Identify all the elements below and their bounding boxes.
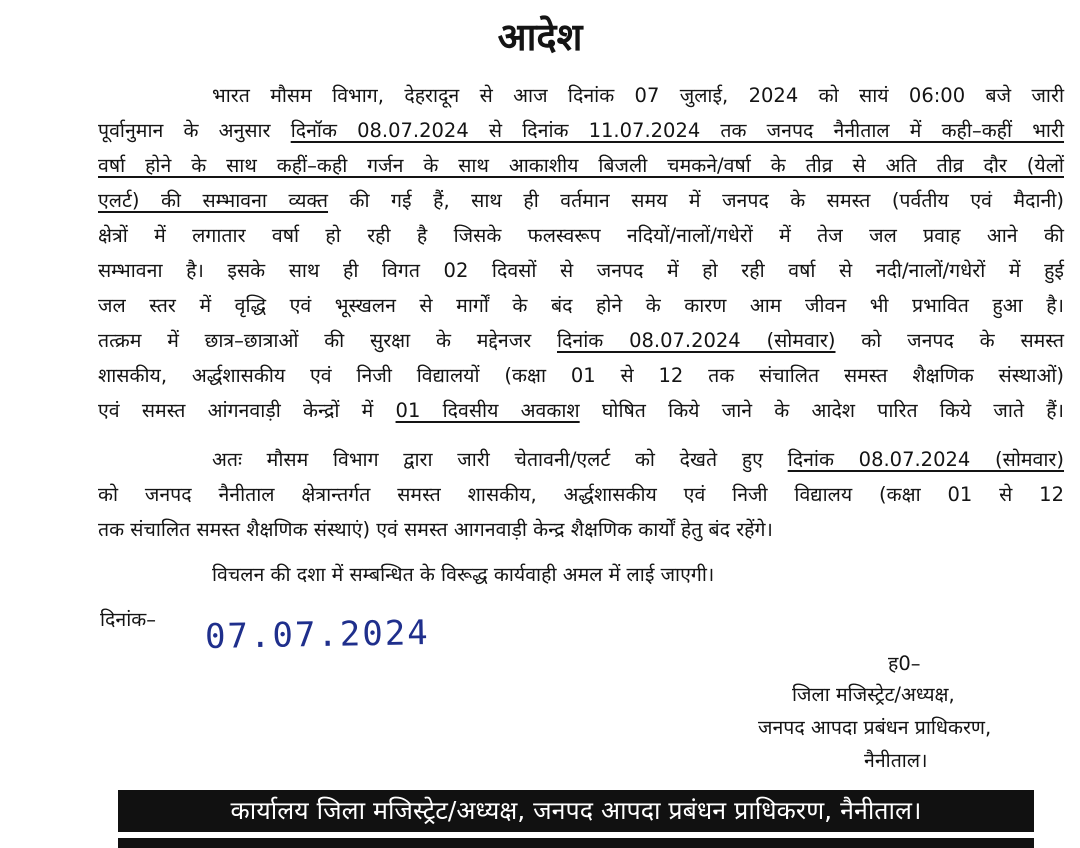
line-text: भारत मौसम विभाग, देहरादून से आज दिनांक 07 जुलाई, 2024 को सायं 06:00 बजे जारी (212, 84, 1064, 107)
line-text: विचलन की दशा में सम्बन्धित के विरूद्ध कार्यवाही अमल में लाई जाएगी। (212, 563, 715, 586)
office-footer-banner: कार्यालय जिला मजिस्ट्रेट/अध्यक्ष, जनपद आपदा प्रबंधन प्राधिकरण, नैनीताल। (118, 790, 1034, 832)
body-line (98, 360, 1064, 392)
body-line (98, 220, 1064, 252)
body-line (98, 150, 1064, 182)
line-text: को जनपद के समस्त (835, 329, 1065, 352)
body-line (212, 80, 1064, 112)
body-line (98, 185, 1064, 217)
underlined-holiday-date: दिनांक 08.07.2024 (सोमवार) (557, 329, 836, 352)
body-line (98, 514, 1064, 546)
line-text: तक संचालित समस्त शैक्षणिक संस्थाएं) एवं समस्त आगनवाड़ी केन्द्र शैक्षणिक कार्यों हेतु बंद रहेंगे। (98, 518, 773, 541)
body-line (98, 479, 1064, 511)
body-line (98, 255, 1064, 287)
underlined-leave-duration: 01 दिवसीय अवकाश (395, 399, 580, 422)
signature-mark: ह0– (888, 652, 921, 675)
signatory-authority: जनपद आपदा प्रबंधन प्राधिकरण, (758, 716, 992, 739)
body-line (98, 115, 1064, 147)
line-text: जल स्तर में वृद्धि एवं भूस्खलन से मार्गों के बंद होने के कारण आम जीवन भी प्रभावित हुआ है। (98, 294, 1064, 317)
body-line (212, 559, 1064, 591)
line-text: सम्भावना है। इसके साथ ही विगत 02 दिवसों से जनपद में हो रही वर्षा से नदी/नालों/गधेरों में हुई (98, 259, 1064, 282)
line-text: घोषित किये जाने के आदेश पारित किये जाते हैं। (579, 399, 1064, 422)
body-line (98, 395, 1064, 427)
underlined-closure-date: दिनांक 08.07.2024 (सोमवार) (787, 448, 1065, 471)
signatory-designation: जिला मजिस्ट्रेट/अध्यक्ष, (792, 683, 955, 706)
line-text: क्षेत्रों में लगातार वर्षा हो रही है जिसके फलस्वरूप नदियों/नालों/गधेरों में तेज जल प्रवाह आने की (98, 224, 1064, 247)
line-text: अतः मौसम विभाग द्वारा जारी चेतावनी/एलर्ट को देखते हुए (212, 448, 788, 471)
body-line (98, 325, 1064, 357)
handwritten-date: 07.07.2024 (204, 613, 431, 657)
line-text: एवं समस्त आंगनवाड़ी केन्द्रों में (98, 399, 396, 422)
footer-divider (118, 838, 1034, 848)
line-text: की गई हैं, साथ ही वर्तमान समय में जनपद के समस्त (पर्वतीय एवं मैदानी) (328, 189, 1064, 212)
date-label: दिनांक– (100, 608, 157, 631)
document-title: आदेश (497, 15, 583, 59)
underlined-date-range: दिनॉक 08.07.2024 से दिनांक 11.07.2024 तक जनपद नैनीताल में कही–कहीं भारी (290, 119, 1065, 142)
line-text: को जनपद नैनीताल क्षेत्रान्तर्गत समस्त शासकीय, अर्द्धशासकीय एवं निजी विद्यालय (कक्षा 01 से 12 (98, 483, 1064, 506)
underlined-alert-text: एलर्ट) की सम्भावना व्यक्त (98, 189, 329, 212)
signatory-place: नैनीताल। (864, 749, 928, 772)
body-line (212, 444, 1064, 476)
line-text: पूर्वानुमान के अनुसार (98, 119, 291, 142)
line-text: तत्क्रम में छात्र–छात्राओं की सुरक्षा के मद्देनजर (98, 329, 557, 352)
line-text: वर्षा होने के साथ कहीं–कही गर्जन के साथ आकाशीय बिजली चमकने/वर्षा के तीव्र से अति तीव्र दौर (येलों (98, 154, 1064, 177)
body-line (98, 290, 1064, 322)
line-text: शासकीय, अर्द्धशासकीय एवं निजी विद्यालयों (कक्षा 01 से 12 तक संचालित समस्त शैक्षणिक संस्थाओं) (98, 364, 1064, 387)
